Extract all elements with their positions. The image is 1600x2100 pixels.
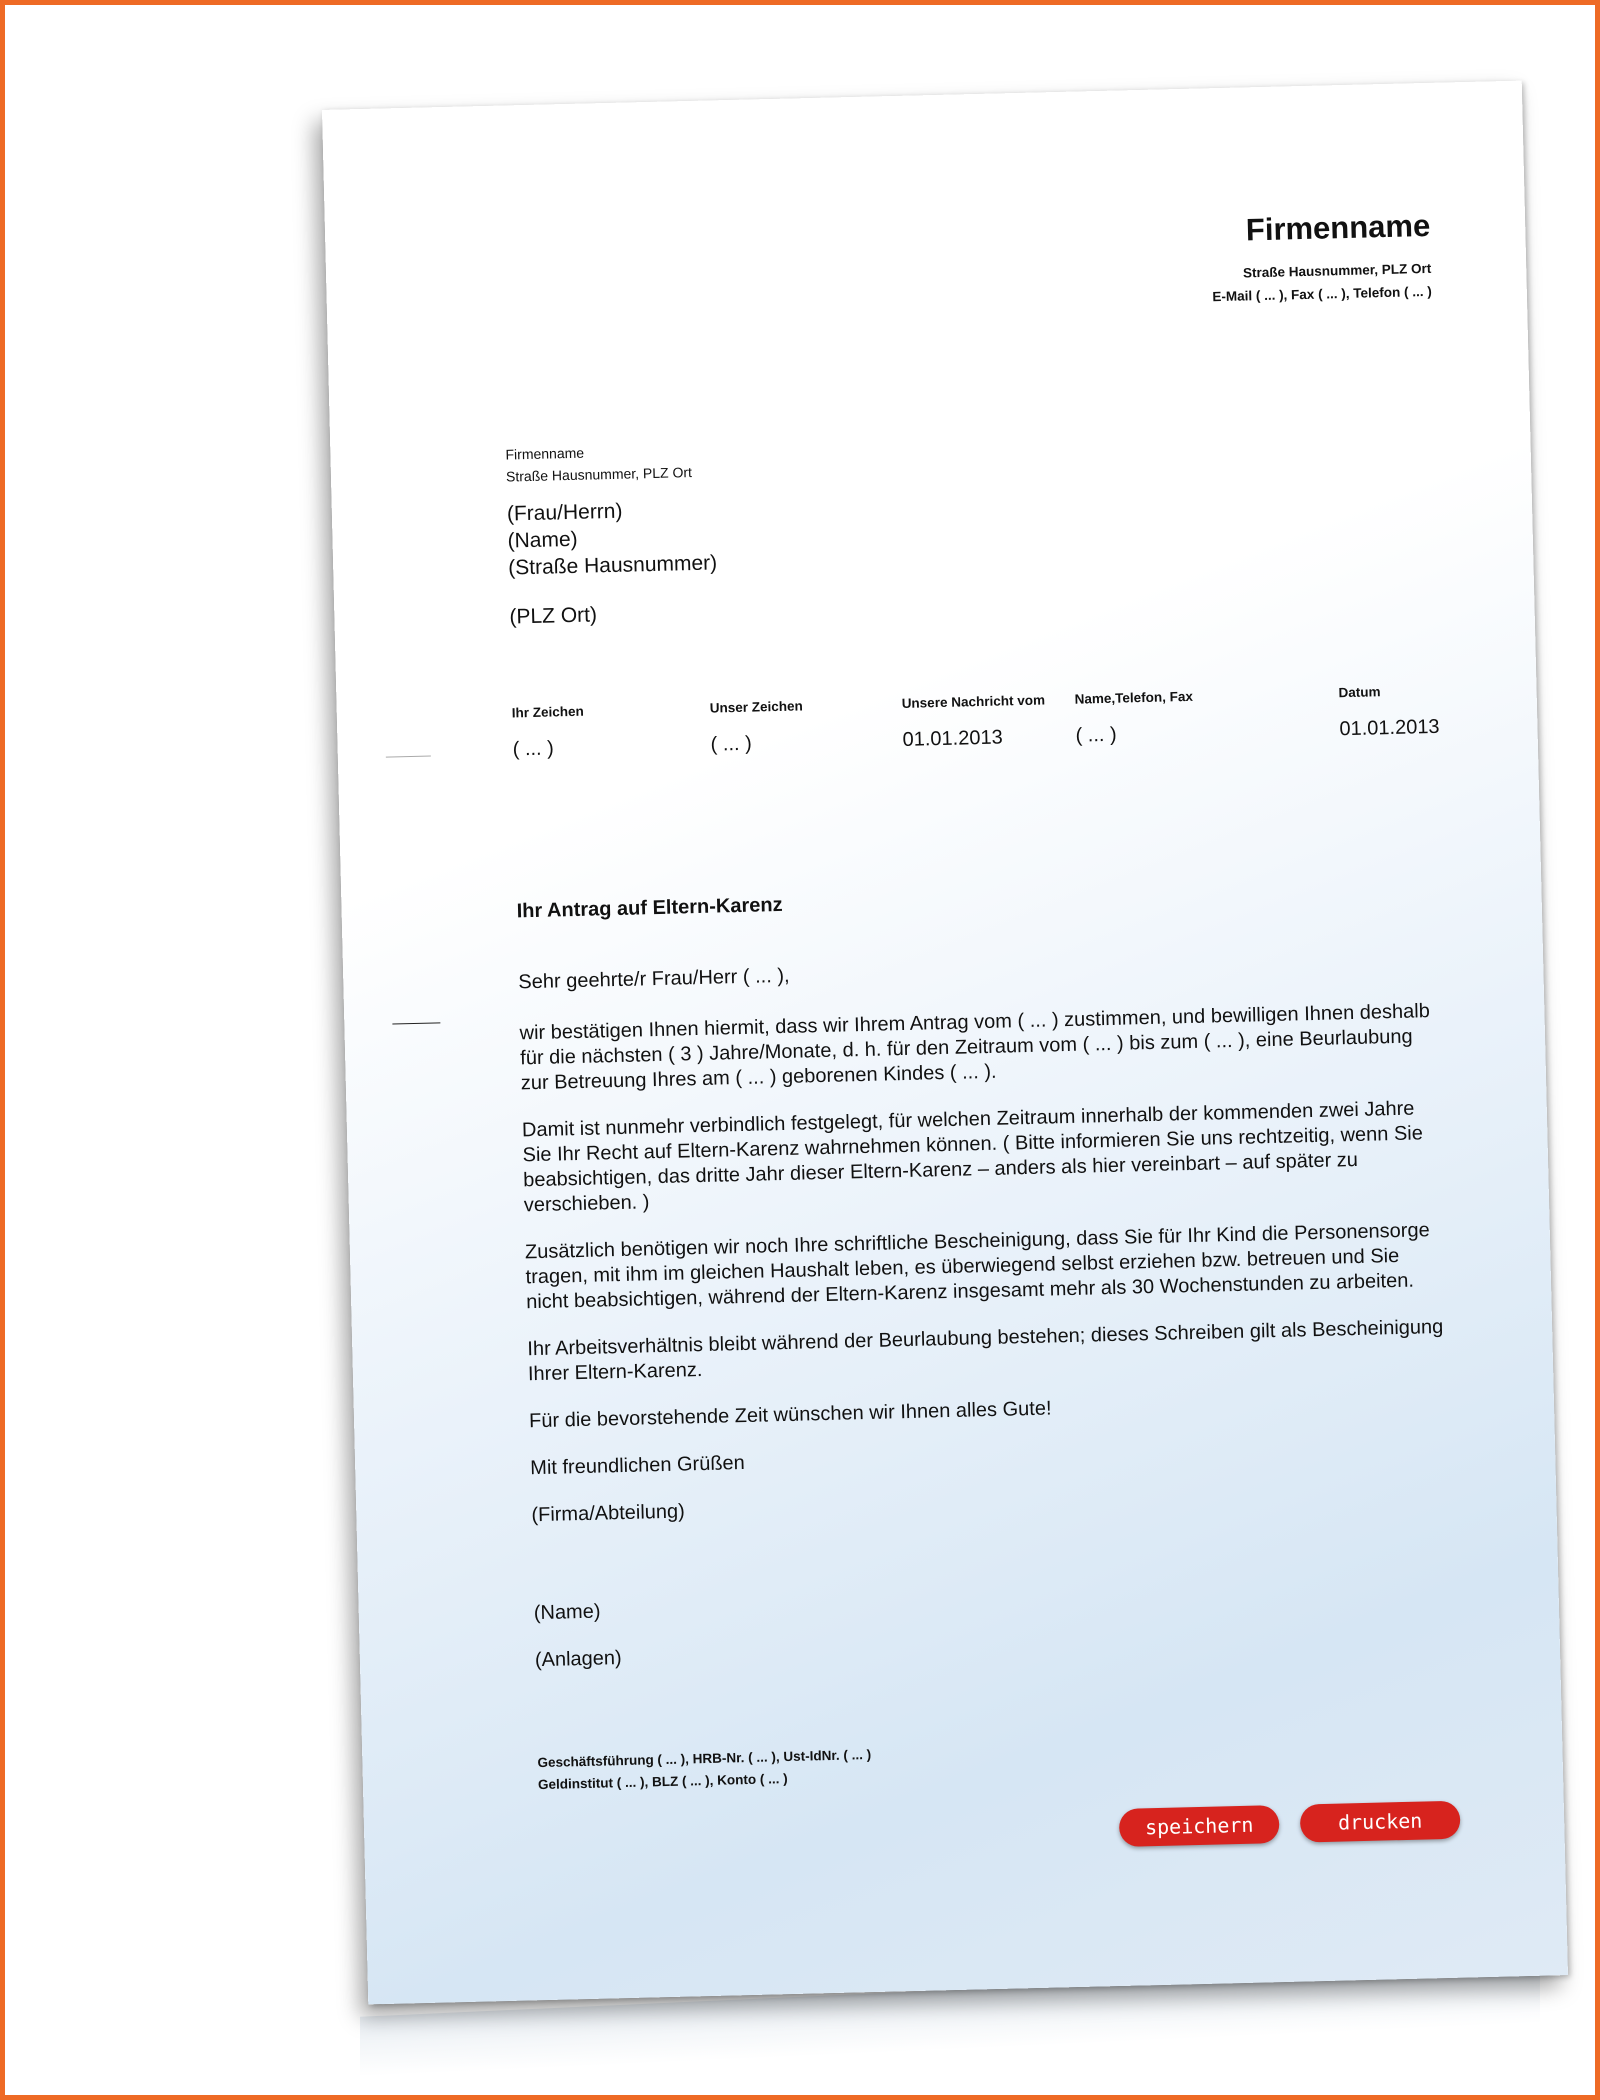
body-paragraph: Damit ist nunmehr verbindlich festgelegt, für welchen Zeitraum innerhalb der kommenden zwei Jahre Sie Ihr Recht auf Eltern-Karenz wahrnehmen können. ( Bitte informieren Sie uns rechtzeitig, wenn Sie beabsichtigen, das dritte Jahr dieser Eltern-Karenz – anders als hier vereinbart – auf später zu verschieben. ): [521, 1097, 1424, 1217]
letter-page: [322, 81, 1568, 2005]
body-paragraph: wir bestätigen Ihnen hiermit, dass wir Ihrem Antrag vom ( ... ) zustimmen, und bewilligen Ihnen deshalb für die nächsten ( 3 ) Jahre/Monate, d. h. für den Zeitraum vom ( ... ) bis zum ( ... ), eine Beurlaubung zur Betreuung Ihres am ( ... ) geborenen Kindes ( ... ).: [519, 1000, 1431, 1095]
sender-company: Firmenname: [505, 444, 585, 463]
closing-attachments: (Anlagen): [534, 1647, 622, 1672]
letter-subject: Ihr Antrag auf Eltern-Karenz: [516, 893, 783, 923]
ref-value-our-sign: ( ... ): [710, 732, 753, 756]
ref-label-your-sign: Ihr Zeichen: [511, 703, 584, 721]
save-button[interactable]: speichern: [1119, 1805, 1280, 1847]
punch-mark: [392, 1022, 440, 1024]
ref-label-date: Datum: [1338, 684, 1381, 701]
fold-mark: [386, 755, 431, 757]
ref-value-your-sign: ( ... ): [512, 737, 555, 761]
ref-label-our-sign: Unser Zeichen: [709, 698, 803, 716]
recipient-city: (PLZ Ort): [509, 603, 598, 629]
closing-regards: Mit freundlichen Grüßen: [530, 1452, 746, 1480]
letterhead-address: Straße Hausnummer, PLZ Ort: [1242, 260, 1432, 281]
recipient-street: (Straße Hausnummer): [507, 551, 718, 580]
body-paragraph: Ihr Arbeitsverhältnis bleibt während der Beurlaubung bestehen; dieses Schreiben gilt als Bescheinigung Ihrer Eltern-Karenz.: [527, 1315, 1444, 1386]
body-paragraph: Zusätzlich benötigen wir noch Ihre schriftliche Bescheinigung, dass Sie für Ihr Kind die Personensorge tragen, mit ihm im gleichen Haushalt leben, es überwiegend selbst erziehen bzw. betreuen und Sie nicht beabsichtigen, während der Eltern-Karenz insgesamt mehr als 30 Wochenstunden zu arbeiten.: [524, 1219, 1430, 1314]
footer-company-register: Geschäftsführung ( ... ), HRB-Nr. ( ... ), Ust-IdNr. ( ... ): [537, 1747, 872, 1771]
ref-value-date: 01.01.2013: [1339, 715, 1440, 741]
ref-label-contact: Name,Telefon, Fax: [1074, 688, 1194, 707]
ref-value-our-message: 01.01.2013: [902, 726, 1003, 751]
sender-address: Straße Hausnummer, PLZ Ort: [505, 464, 693, 485]
ref-label-our-message: Unsere Nachricht vom: [901, 692, 1046, 711]
letter-greeting: Sehr geehrte/r Frau/Herr ( ... ),: [518, 964, 790, 994]
closing-department: (Firma/Abteilung): [531, 1500, 686, 1527]
letter-body: [518, 948, 1455, 1695]
letterhead-contact: E-Mail ( ... ), Fax ( ... ), Telefon ( ... ): [1212, 283, 1432, 305]
closing-name: (Name): [533, 1600, 601, 1625]
print-button[interactable]: drucken: [1300, 1801, 1461, 1843]
letterhead-company-name: Firmenname: [1245, 207, 1431, 248]
body-paragraph: Für die bevorstehende Zeit wünschen wir Ihnen alles Gute!: [528, 1397, 1052, 1433]
recipient-name: (Name): [507, 527, 578, 553]
footer-bank-details: Geldinstitut ( ... ), BLZ ( ... ), Konto ( ... ): [537, 1771, 788, 1793]
ref-value-contact: ( ... ): [1075, 723, 1117, 747]
recipient-salutation: (Frau/Herrn): [506, 499, 623, 526]
